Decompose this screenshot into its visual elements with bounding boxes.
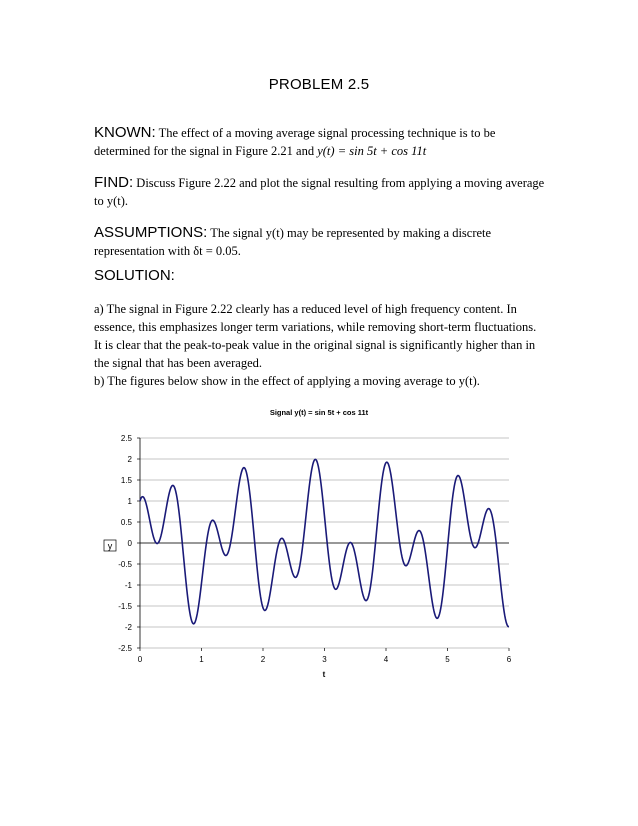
solution-a-line: a) The signal in Figure 2.22 clearly has a reduced level of high frequency content. In [94,302,517,316]
chart-axes [137,438,509,651]
y-axis-label-box [104,540,116,551]
assumptions-section [94,224,554,260]
x-tick-label: 5 [445,655,450,664]
y-tick-label: -2 [124,623,132,632]
y-tick-label: -0.5 [118,560,132,569]
x-tick-label: 0 [137,655,143,664]
find-text-line1: Discuss Figure 2.22 and plot the signal resulting from applying a moving average [136,176,545,190]
solution-a-line: It is clear that the peak-to-peak value in the original signal is significantly higher than in [94,338,536,352]
y-tick-label: 0.5 [120,518,132,527]
solution-heading: SOLUTION: [94,267,175,284]
y-tick-label: 1 [127,497,132,506]
x-tick-label: 6 [506,655,512,664]
x-axis-label: t [322,670,326,679]
x-tick-label: 2 [260,655,266,664]
known-equation: y(t) = sin 5t + cos 11t [317,144,427,158]
y-tick-label: 1.5 [120,476,132,485]
known-text-line2: determined for the signal in Figure 2.21 and [94,144,315,158]
find-text-line2: to y(t). [94,194,129,208]
x-tick-label: 4 [383,655,389,664]
y-tick-labels [118,434,132,653]
problem-title: PROBLEM 2.5 [268,76,370,93]
solution-a-line: the signal that has been averaged. [94,356,262,370]
find-section [94,174,554,210]
known-text-line1: The effect of a moving average signal processing technique is to be [158,126,496,140]
solution-a-line: essence, this emphasizes longer term variations, while removing short-term fluctuations. [94,320,537,334]
x-tick-label: 1 [199,655,204,664]
solution-b-line: b) The figures below show in the effect of applying a moving average to y(t). [94,374,480,388]
chart-title: Signal y(t) = sin 5t + cos 11t [269,408,369,417]
assumptions-text-line2: representation with δt = 0.05. [94,244,241,258]
y-tick-label: -2.5 [118,644,132,653]
y-tick-label: 0 [127,539,132,548]
assumptions-heading: ASSUMPTIONS: [94,224,208,241]
x-tick-labels [138,655,512,664]
known-section [94,124,554,160]
y-axis-label: y [107,541,113,551]
y-tick-label: 2.5 [120,434,132,443]
signal-chart [0,425,638,685]
known-heading: KNOWN: [94,124,156,141]
y-tick-label: -1.5 [118,602,132,611]
solution-body [94,300,564,390]
x-tick-label: 3 [322,655,327,664]
y-tick-label: -1 [124,581,132,590]
assumptions-text-line1: The signal y(t) may be represented by making a discrete [210,226,492,240]
y-tick-label: 2 [127,455,132,464]
find-heading: FIND: [94,174,134,191]
